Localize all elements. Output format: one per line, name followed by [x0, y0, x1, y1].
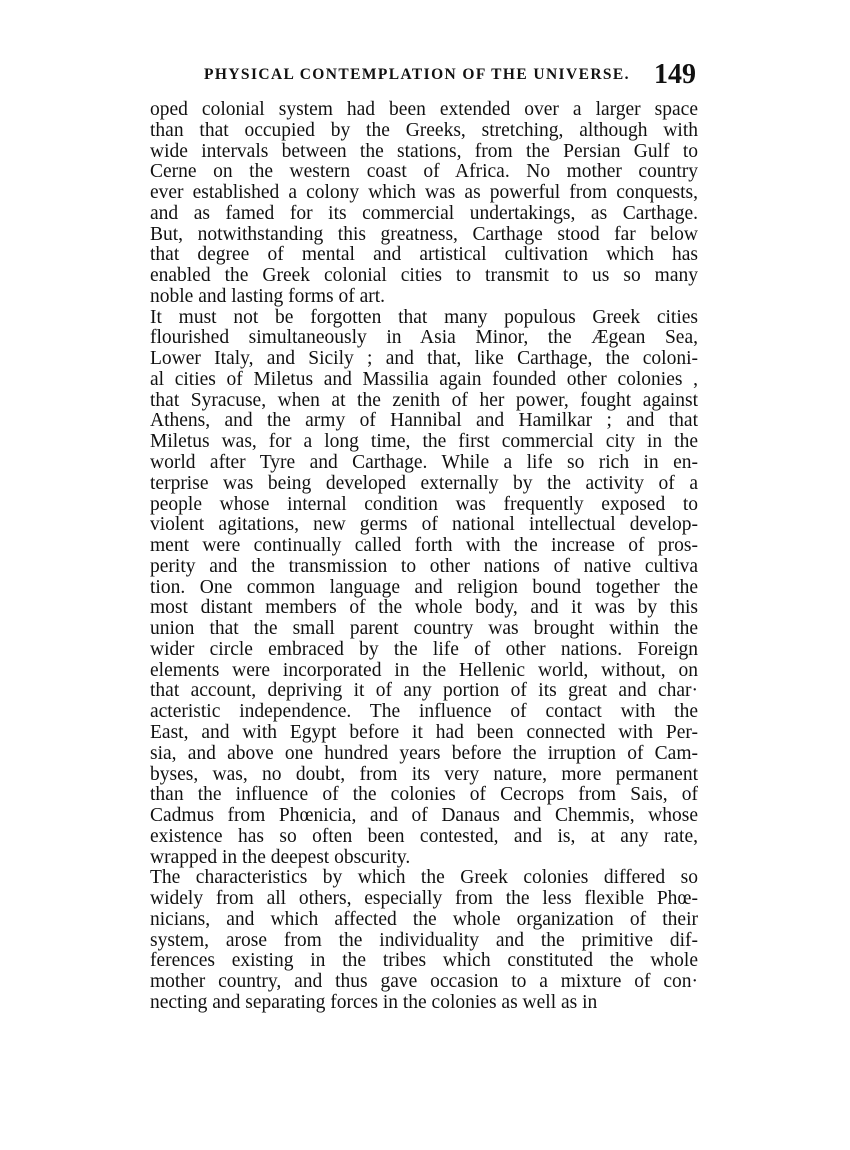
text-line: perity and the transmission to other nations of native cultiva	[150, 555, 698, 577]
text-line: sia, and above one hundred years before the irruption of Cam-	[150, 742, 698, 764]
text-line: ever established a colony which was as powerful from conquests,	[150, 182, 698, 204]
text-line: acteristic independence. The influence of contact with the	[150, 701, 698, 723]
text-line: Athens, and the army of Hannibal and Hamilkar ; and that	[150, 410, 698, 432]
text-line: people whose internal condition was frequently exposed to	[150, 493, 698, 515]
text-line: Cerne on the western coast of Africa. No mother country	[150, 161, 698, 183]
text-line: byses, was, no doubt, from its very nature, more permanent	[150, 763, 698, 785]
running-head	[150, 58, 698, 98]
text-line: Miletus was, for a long time, the first commercial city in the	[150, 431, 698, 453]
text-line: system, arose from the individuality and the primitive dif-	[150, 929, 698, 951]
text-line: than that occupied by the Greeks, stretching, although with	[150, 119, 698, 141]
text-line: necting and separating forces in the colonies as well as in	[150, 991, 598, 1013]
text-line: East, and with Egypt before it had been connected with Per-	[150, 721, 698, 743]
text-line: oped colonial system had been extended over a larger space	[150, 99, 698, 120]
running-title: PHYSICAL CONTEMPLATION OF THE UNIVERSE.	[204, 66, 630, 83]
text-line: world after Tyre and Carthage. While a life so rich in en-	[150, 452, 698, 474]
text-line: than the influence of the colonies of Cecrops from Sais, of	[150, 784, 698, 806]
text-line: and as famed for its commercial undertakings, as Carthage.	[150, 202, 698, 224]
text-line: nicians, and which affected the whole organization of their	[150, 908, 698, 930]
text-line: wider circle embraced by the life of other nations. Foreign	[150, 638, 698, 660]
text-line: most distant members of the whole body, and it was by this	[150, 597, 698, 619]
text-line: tion. One common language and religion bound together the	[150, 576, 698, 598]
text-line: existence has so often been contested, and is, at any rate,	[150, 825, 698, 847]
text-line: that Syracuse, when at the zenith of her power, fought against	[150, 389, 698, 411]
page-number: 149	[654, 59, 696, 90]
text-line: that account, depriving it of any portion of its great and char·	[150, 680, 698, 702]
text-line: ment were continually called forth with the increase of pros-	[150, 535, 698, 557]
text-line: al cities of Miletus and Massilia again founded other colonies ,	[150, 368, 698, 390]
text-line: noble and lasting forms of art.	[150, 285, 386, 307]
text-line: widely from all others, especially from the less flexible Phœ-	[150, 888, 698, 910]
text-line: Cadmus from Phœnicia, and of Danaus and Chemmis, whose	[150, 805, 698, 827]
text-line: It must not be forgotten that many populous Greek cities	[150, 306, 698, 328]
text-line: terprise was being developed externally by the activity of a	[150, 472, 698, 494]
text-line: elements were incorporated in the Hellenic world, without, on	[150, 659, 698, 681]
text-line: flourished simultaneously in Asia Minor, the Ægean Sea,	[150, 327, 698, 349]
text-line: union that the small parent country was brought within the	[150, 618, 698, 640]
text-line: wide intervals between the stations, from the Persian Gulf to	[150, 140, 698, 162]
text-line: that degree of mental and artistical cultivation which has	[150, 244, 698, 266]
text-line: Lower Italy, and Sicily ; and that, like Carthage, the coloni-	[150, 348, 698, 370]
text-line: mother country, and thus gave occasion to a mixture of con·	[150, 971, 698, 993]
text-line: wrapped in the deepest obscurity.	[150, 846, 411, 868]
text-line: But, notwithstanding this greatness, Carthage stood far below	[150, 223, 698, 245]
text-line: ferences existing in the tribes which constituted the whole	[150, 950, 698, 972]
text-line: violent agitations, new germs of national intellectual develop-	[150, 514, 698, 536]
text-line: enabled the Greek colonial cities to transmit to us so many	[150, 265, 698, 287]
body-text	[150, 100, 698, 1014]
text-line: The characteristics by which the Greek colonies differed so	[150, 867, 698, 889]
